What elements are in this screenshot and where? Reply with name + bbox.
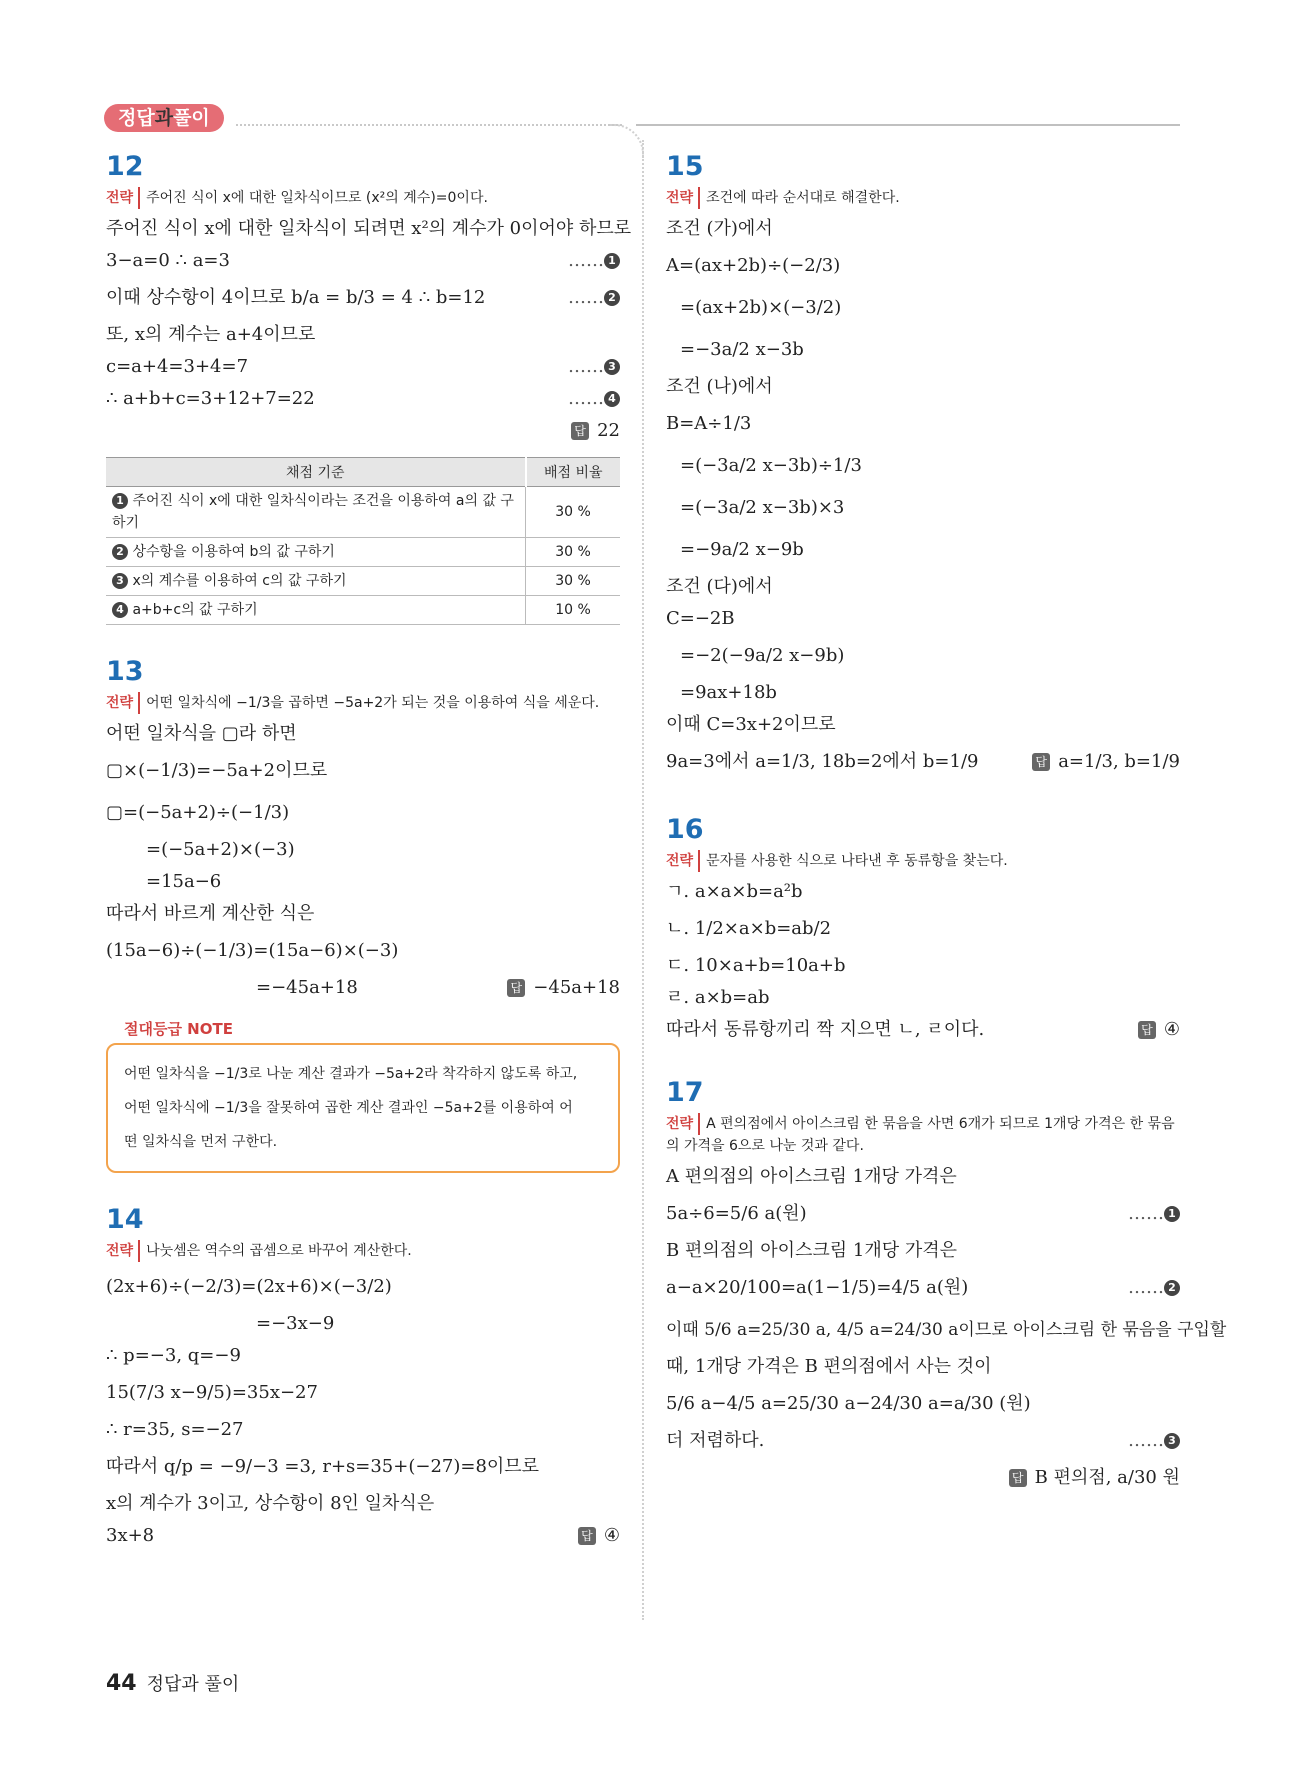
solution-line: =(ax+2b)×(−3/2) xyxy=(680,297,842,318)
solution-line: (15a−6)÷(−1/3)=(15a−6)×(−3) xyxy=(106,940,399,961)
problem-15 xyxy=(666,150,1180,783)
table-row: 2 상수항을 이용하여 b의 값 구하기 30 % xyxy=(106,538,620,567)
solution-line: 주어진 식이 x에 대한 일차식이 되려면 x²의 계수가 0이어야 하므로 xyxy=(106,218,632,239)
note-box xyxy=(106,1043,620,1173)
solution-line: ㄴ. 1/2×a×b=ab/2 xyxy=(666,918,832,939)
solution-line: a−a×20/100=a(1−1/5)=4/5 a(원) …… 2 xyxy=(666,1267,1180,1309)
solution-line: =15a−6 xyxy=(146,871,222,892)
problem-number: 17 xyxy=(666,1077,704,1108)
answer-icon: 답 xyxy=(1032,753,1050,771)
answer-icon: 답 xyxy=(1138,1021,1156,1039)
solution-line: c=a+4=3+4=7 …… 3 xyxy=(106,351,620,383)
problem-number: 13 xyxy=(106,656,144,687)
answer-icon: 답 xyxy=(1009,1469,1027,1487)
table-header: 채점 기준 xyxy=(106,458,526,487)
solution-line: B 편의점의 아이스크림 1개당 가격은 xyxy=(666,1240,957,1261)
solution-line: ㄹ. a×b=ab xyxy=(666,987,770,1008)
header-dotted-rule xyxy=(236,124,622,126)
solution-line: A 편의점의 아이스크림 1개당 가격은 xyxy=(666,1166,957,1187)
solution-line: 따라서 q/p = −9/−3 =3, r+s=35+(−27)=8이므로 xyxy=(106,1456,540,1477)
answer: 답 B 편의점, a/30 원 xyxy=(666,1457,1180,1499)
solution-line: ∴ a+b+c=3+12+7=22 …… 4 xyxy=(106,383,620,415)
strategy: 전략 주어진 식이 x에 대한 일차식이므로 (x²의 계수)=0이다. xyxy=(106,187,620,209)
solution-line: (2x+6)÷(−2/3)=(2x+6)×(−3/2) xyxy=(106,1276,392,1297)
strategy: 전략 어떤 일차식에 −1/3을 곱하면 −5a+2가 되는 것을 이용하여 식을 세운다. xyxy=(106,692,620,714)
answer: ④ xyxy=(603,1525,620,1546)
solution-line: 따라서 동류항끼리 짝 지으면 ㄴ, ㄹ이다. 답 ④ xyxy=(666,1019,1180,1040)
solution-line: 조건 (나)에서 xyxy=(666,376,773,397)
strategy: 전략 조건에 따라 순서대로 해결한다. xyxy=(666,187,1180,209)
solution-line: ㄱ. a×a×b=a²b xyxy=(666,881,803,902)
solution-line: ▢=(−5a+2)÷(−1/3) xyxy=(106,802,290,823)
page-number: 44 xyxy=(106,1671,137,1696)
solution-line: 조건 (가)에서 xyxy=(666,218,773,239)
solution-line: 15(7/3 x−9/5)=35x−27 xyxy=(106,1382,318,1403)
solution-line: A=(ax+2b)÷(−2/3) xyxy=(666,255,841,276)
step-marker: 1 xyxy=(604,253,620,269)
solution-line: C=−2B xyxy=(666,608,735,629)
solution-line: 조건 (다)에서 xyxy=(666,576,773,597)
solution-line: =−9a/2 x−9b xyxy=(680,539,804,560)
page-footer xyxy=(106,1670,239,1696)
note-line: 어떤 일차식에 −1/3을 잘못하여 곱한 계산 결과인 −5a+2를 이용하여 어 xyxy=(124,1100,573,1116)
left-column xyxy=(106,150,632,1552)
problem-12 xyxy=(106,150,632,625)
header-rule xyxy=(636,124,1180,126)
solution-line: =(−3a/2 x−3b)×3 xyxy=(680,497,845,518)
solution-line: 이때 C=3x+2이므로 xyxy=(666,714,836,735)
table-row: 3 x의 계수를 이용하여 c의 값 구하기 30 % xyxy=(106,567,620,596)
step-marker: 2 xyxy=(604,290,620,306)
section-tab: 정답과풀이 xyxy=(104,104,224,132)
solution-line: 또, x의 계수는 a+4이므로 xyxy=(106,324,316,345)
note-title: 절대등급 NOTE xyxy=(124,1020,233,1038)
strategy: 전략 나눗셈은 역수의 곱셈으로 바꾸어 계산한다. xyxy=(106,1240,620,1262)
table-row: 4 a+b+c의 값 구하기 10 % xyxy=(106,596,620,625)
solution-line: 더 저렴하다. …… 3 xyxy=(666,1425,1180,1457)
table-row: 1 주어진 식이 x에 대한 일차식이라는 조건을 이용하여 a의 값 구하기 30 % xyxy=(106,487,620,538)
answer: ④ xyxy=(1163,1019,1180,1040)
note-line: 어떤 일차식을 −1/3로 나눈 계산 결과가 −5a+2라 착각하지 않도록 하고, xyxy=(124,1066,578,1082)
answer: −45a+18 xyxy=(533,977,620,998)
solution-line: B=A÷1/3 xyxy=(666,413,752,434)
strategy: 전략 A 편의점에서 아이스크림 한 묶음을 사면 6개가 되므로 1개당 가격은 한 묶음의 가격을 6으로 나눈 것과 같다. xyxy=(666,1113,1180,1157)
solution-line: 이때 상수항이 4이므로 b/a = b/3 = 4 ∴ b=12 …… 2 xyxy=(106,277,620,319)
answer-icon: 답 xyxy=(507,979,525,997)
problem-number: 15 xyxy=(666,151,704,182)
answer: 답 22 xyxy=(106,415,620,447)
solution-line: =−45a+18 답 −45a+18 xyxy=(256,977,620,998)
problem-13 xyxy=(106,655,620,1173)
problem-number: 12 xyxy=(106,151,144,182)
note-line: 떤 일차식을 먼저 구한다. xyxy=(124,1134,278,1150)
problem-16 xyxy=(666,813,1180,1046)
problem-number: 14 xyxy=(106,1204,144,1235)
solution-line: 이때 5/6 a=25/30 a, 4/5 a=24/30 a이므로 아이스크림 한 묶음을 구입할 xyxy=(666,1320,1227,1340)
solution-line: 5a÷6=5/6 a(원) …… 1 xyxy=(666,1193,1180,1235)
solution-line: =−3a/2 x−3b xyxy=(680,339,804,360)
step-marker: 3 xyxy=(604,359,620,375)
solution-line: =(−3a/2 x−3b)÷1/3 xyxy=(680,455,862,476)
step-marker: 3 xyxy=(1164,1433,1180,1449)
solution-line: 따라서 바르게 계산한 식은 xyxy=(106,903,315,924)
step-marker: 4 xyxy=(604,391,620,407)
step-marker: 2 xyxy=(1164,1280,1180,1296)
solution-line: =(−5a+2)×(−3) xyxy=(146,839,295,860)
solution-line: ∴ r=35, s=−27 xyxy=(106,1419,244,1440)
solution-line: 때, 1개당 가격은 B 편의점에서 사는 것이 xyxy=(666,1356,992,1377)
footer-label: 정답과 풀이 xyxy=(146,1674,240,1695)
solution-line: x의 계수가 3이고, 상수항이 8인 일차식은 xyxy=(106,1493,435,1514)
solution-line: ▢×(−1/3)=−5a+2이므로 xyxy=(106,760,328,781)
answer: a=1/3, b=1/9 xyxy=(1058,751,1180,772)
right-column xyxy=(666,150,1227,1499)
table-header: 배점 비율 xyxy=(526,458,621,487)
solution-line: ∴ p=−3, q=−9 xyxy=(106,1345,241,1366)
solution-line: 9a=3에서 a=1/3, 18b=2에서 b=1/9 답 a=1/3, b=1/9 xyxy=(666,751,1180,772)
solution-line: ㄷ. 10×a+b=10a+b xyxy=(666,955,846,976)
solution-line: 3x+8 답 ④ xyxy=(106,1525,620,1546)
solution-line: 3−a=0 ∴ a=3 …… 1 xyxy=(106,245,620,277)
step-marker: 1 xyxy=(1164,1206,1180,1222)
answer-icon: 답 xyxy=(571,422,589,440)
solution-line: 어떤 일차식을 ▢라 하면 xyxy=(106,723,297,744)
solution-line: =9ax+18b xyxy=(680,682,777,703)
answer-icon: 답 xyxy=(578,1527,596,1545)
solution-line: 5/6 a−4/5 a=25/30 a−24/30 a=a/30 (원) xyxy=(666,1393,1031,1414)
problem-number: 16 xyxy=(666,814,704,845)
grading-table xyxy=(106,457,620,625)
problem-17 xyxy=(666,1076,1227,1499)
problem-14 xyxy=(106,1203,620,1552)
solution-line: =−3x−9 xyxy=(256,1313,335,1334)
solution-line: =−2(−9a/2 x−9b) xyxy=(680,645,845,666)
column-divider xyxy=(642,140,644,1620)
strategy: 전략 문자를 사용한 식으로 나타낸 후 동류항을 찾는다. xyxy=(666,850,1180,872)
